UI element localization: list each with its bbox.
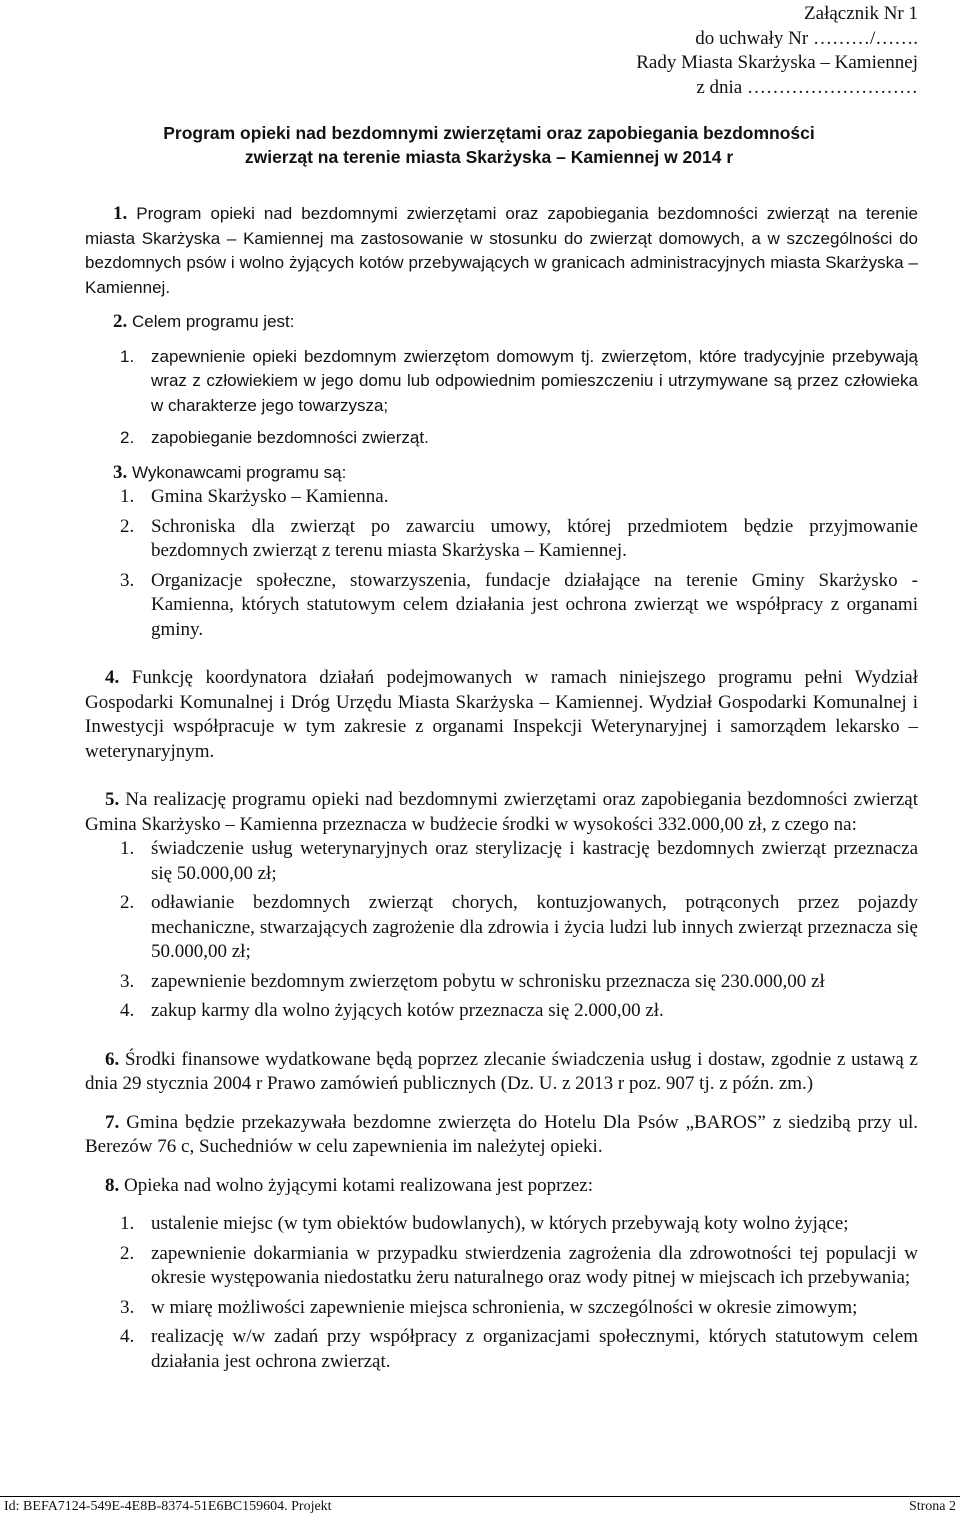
title-line-2: zwierząt na terenie miasta Skarżyska – Kamiennej w 2014 r — [244, 147, 734, 167]
section-text: Środki finansowe wydatkowane będą poprzez zlecanie świadczenia usług i dostaw, zgodnie z ustawą z dnia 29 stycznia 2004 r Prawo zamówień publicznych (Dz. U. z 2013 r poz. 907 tj. z późn. zm.) — [85, 1048, 918, 1094]
section-4 — [85, 666, 918, 764]
section-number: 2. — [113, 311, 128, 332]
list-item: 2. zapewnienie dokarmiania w przypadku stwierdzenia zagrożenia dla zdrowotności tej populacji w okresie występowania niedostatku żeru naturalnego oraz wody pitnej w miejscach ich przebywania; — [120, 1242, 918, 1288]
document-id: Id: BEFA7124-549E-4E8B-8374-51E6BC159604. Projekt — [4, 1499, 332, 1514]
resolution-number: do uchwały Nr ………/……. — [695, 27, 918, 49]
list-item: 3. Organizacje społeczne, stowarzyszenia, fundacje działające na terenie Gminy Skarżysko - Kamienna, których statutowym celem działania jest ochrona zwierząt we współpracy z organami gminy. — [120, 569, 918, 640]
section-1 — [85, 202, 918, 300]
cats-list — [85, 1212, 918, 1374]
list-item: 3. zapewnienie bezdomnym zwierzętom pobytu w schronisku przeznacza się 230.000,00 zł — [120, 970, 825, 992]
executors-list — [85, 485, 918, 642]
section-6 — [85, 1048, 918, 1097]
document-title — [60, 121, 918, 169]
attachment-header — [636, 2, 918, 100]
section-2 — [85, 310, 918, 335]
list-item: 4. zakup karmy dla wolno żyjących kotów przeznacza się 2.000,00 zł. — [120, 1000, 664, 1021]
section-number: 7. — [105, 1111, 120, 1133]
section-text: Gmina będzie przekazywała bezdomne zwierzęta do Hotelu Dla Psów „BAROS” z siedzibą przy ul. Berezów 76 c, Suchedniów w celu zapewnienia im należytej opieki. — [85, 1111, 918, 1157]
budget-list — [85, 837, 918, 1024]
section-5 — [85, 788, 918, 837]
list-item: 4. realizację w/w zadań przy współpracy z organizacjami społecznymi, których statutowym celem działania jest ochrona zwierząt. — [120, 1326, 918, 1372]
section-number: 8. — [105, 1174, 120, 1196]
section-7 — [85, 1111, 918, 1160]
list-item: 1. zapewnienie opieki bezdomnym zwierzętom domowym tj. zwierzętom, które tradycyjnie przebywają wraz z człowiekiem w jego domu lub odpowiednim pomieszczeniu i utrzymywane są przez człowieka w charakterze jego towarzysza; — [120, 346, 918, 415]
resolution-date: z dnia ……………………… — [696, 76, 918, 98]
section-text: Funkcję koordynatora działań podejmowanych w ramach niniejszego programu pełni Wydział Gospodarki Komunalnej i Dróg Urzędu Miasta Skarżyska – Kamiennej. Wydział Gospodarki Komunalnej i Inwestycji współpracuje w tym zakresie z organami Inspekcji Weterynaryjnej i samorządem lekarsko – weterynaryjnym. — [85, 667, 918, 762]
list-item: 2. odławianie bezdomnych zwierząt chorych, kontuzjowanych, potrąconych przez pojazdy mechaniczne, stwarzających zagrożenie dla zdrowia i życia ludzi lub innych zwierząt przeznacza się 50.000,00 zł; — [120, 892, 918, 962]
page-number: Strona 2 — [908, 1499, 956, 1514]
page-footer — [0, 1496, 960, 1516]
attachment-label: Załącznik Nr 1 — [804, 3, 918, 24]
section-number: 1. — [113, 203, 128, 224]
section-text: Celem programu jest: — [131, 312, 295, 331]
list-item: 2. zapobieganie bezdomności zwierząt. — [120, 428, 429, 447]
section-text: Opieka nad wolno żyjącymi kotami realizowana jest poprzez: — [124, 1174, 594, 1196]
list-item: 1. Gmina Skarżysko – Kamienna. — [120, 486, 389, 507]
council-name: Rady Miasta Skarżyska – Kamiennej — [636, 52, 918, 73]
document-body — [85, 202, 918, 1374]
list-item: 1. ustalenie miejsc (w tym obiektów budowlanych), w których przebywają koty wolno żyjące; — [120, 1213, 849, 1234]
list-item: 3. w miarę możliwości zapewnienie miejsca schronienia, w szczególności w okresie zimowym; — [120, 1296, 858, 1318]
section-8 — [85, 1174, 918, 1199]
section-text: Wykonawcami programu są: — [131, 462, 347, 482]
goals-list — [85, 345, 918, 451]
section-number: 4. — [105, 667, 120, 688]
section-number: 5. — [105, 789, 120, 810]
section-text: Program opieki nad bezdomnymi zwierzętami oraz zapobiegania bezdomności zwierząt na terenie miasta Skarżyska – Kamiennej ma zastosowanie w stosunku do zwierząt domowych, a w szczególności do bezdomnych psów i wolno żyjących kotów przebywających w granicach administracyjnych miasta Skarżyska – Kamiennej. — [85, 204, 918, 297]
section-text: Na realizację programu opieki nad bezdomnymi zwierzętami oraz zapobiegania bezdomności zwierząt Gmina Skarżysko – Kamienna przeznacza w budżecie środki w wysokości 332.000,00 zł, z czego na: — [85, 789, 919, 835]
section-number: 3. — [113, 461, 128, 483]
list-item: 1. świadczenie usług weterynaryjnych oraz sterylizację i kastrację bezdomnych zwierząt przeznacza się 50.000,00 zł; — [120, 838, 918, 884]
title-line-1: Program opieki nad bezdomnymi zwierzętami oraz zapobiegania bezdomności — [163, 123, 815, 143]
section-number: 6. — [105, 1048, 120, 1070]
section-3 — [85, 461, 918, 486]
list-item: 2. Schroniska dla zwierząt po zawarciu umowy, której przedmiotem będzie przyjmowanie bezdomnych zwierząt z terenu miasta Skarżyska – Kamiennej. — [120, 515, 918, 561]
